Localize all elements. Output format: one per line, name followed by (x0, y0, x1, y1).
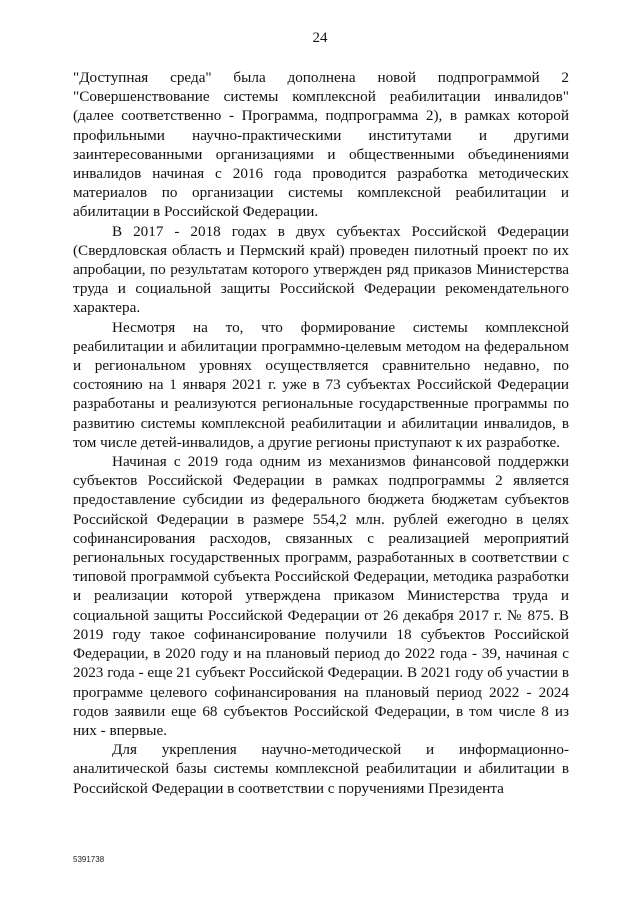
paragraph: В 2017 - 2018 годах в двух субъектах Российской Федерации (Свердловская область и Пермский край) проведен пилотный проект по их апробации, по результатам которого утвержден ряд приказов Министерства труда и социальной защиты Российской Федерации рекомендательного характера. (73, 222, 569, 317)
document-code: 5391738 (73, 855, 105, 864)
paragraph-continued: "Доступная среда" была дополнена новой подпрограммой 2 "Совершенствование системы комплексной реабилитации инвалидов" (далее соответственно - Программа, подпрограмма 2), в рамках которой профильными научно-практическими институтами и другими заинтересованными организациями и общественными объединениями инвалидов начиная с 2016 года проводится разработка методических материалов по организации системы комплексной реабилитации и абилитации в Российской Федерации. (73, 69, 569, 221)
document-body (73, 68, 569, 798)
paragraph: Для укрепления научно-методической и информационно-аналитической базы системы комплексной реабилитации и абилитации в Российской Федерации в соответствии с поручениями Президента (73, 741, 569, 797)
paragraph: Несмотря на то, что формирование системы комплексной реабилитации и абилитации программно-целевым методом на федеральном и региональном уровнях осуществляется сравнительно недавно, по состоянию на 1 января 2021 г. уже в 73 субъектах Российской Федерации разработаны и реализуются региональные государственные программы по развитию системы комплексной реабилитации и абилитации инвалидов, в том числе детей-инвалидов, а другие регионы приступают к их разработке. (73, 318, 569, 451)
page-number: 24 (312, 30, 328, 46)
paragraph: Начиная с 2019 года одним из механизмов финансовой поддержки субъектов Российской Федерации в рамках подпрограммы 2 является предоставление субсидии из федерального бюджета бюджетам субъектов Российской Федерации в размере 554,2 млн. рублей ежегодно в целях софинансирования расходов, связанных с реализацией мероприятий региональных государственных программ, разработанных в соответствии с типовой программой субъекта Российской Федерации, методика разработки и реализации которой утверждена приказом Министерства труда и социальной защиты Российской Федерации от 26 декабря 2017 г. № 875. В 2019 году такое софинансирование получили 18 субъектов Российской Федерации, в 2020 году и на плановый период до 2022 года - 39, начиная с 2023 года - еще 21 субъект Российской Федерации. В 2021 году об участии в программе целевого софинансирования на плановый период 2022 - 2024 годов заявили еще 68 субъектов Российской Федерации, в том числе 8 из них - впервые. (73, 453, 569, 739)
